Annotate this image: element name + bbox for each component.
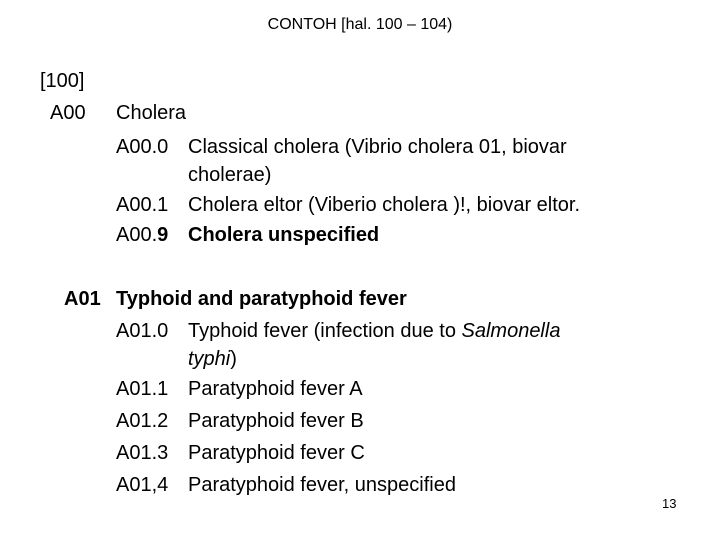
item-description: Paratyphoid fever, unspecified [188, 474, 456, 496]
item-code: A01.3 [116, 442, 169, 464]
item-description-italic: Salmonella [461, 320, 561, 342]
item-code: A00.0 [116, 136, 169, 158]
item-description-continued: cholerae) [188, 164, 272, 186]
item-description-text: Typhoid fever (infection due to [188, 320, 462, 342]
item-code-prefix: A00. [116, 224, 158, 246]
item-description: Paratyphoid fever C [188, 442, 365, 464]
item-description: Classical cholera (Vibrio cholera 01, biovar [188, 136, 567, 158]
section-code: A01 [64, 288, 101, 310]
item-description: Cholera eltor (Viberio cholera )!, biovar eltor. [188, 194, 581, 216]
item-description: Paratyphoid fever B [188, 410, 364, 432]
item-description-text: ) [230, 348, 237, 370]
item-description-continued [188, 344, 237, 374]
item-code-suffix: 9 [157, 224, 169, 246]
section-name: Cholera [116, 102, 187, 124]
item-description-italic: typhi [188, 348, 231, 370]
item-code: A01.2 [116, 410, 169, 432]
section-name: Typhoid and paratyphoid fever [116, 288, 407, 310]
page-reference: [100] [40, 70, 85, 92]
item-code [116, 220, 168, 250]
item-code: A00.1 [116, 194, 169, 216]
section-code: A00 [50, 102, 86, 124]
item-description: Paratyphoid fever A [188, 378, 363, 400]
item-description: Cholera unspecified [188, 224, 380, 246]
item-code: A01,4 [116, 474, 169, 496]
page-number: 13 [662, 496, 677, 511]
item-code: A01.0 [116, 320, 169, 342]
item-code: A01.1 [116, 378, 169, 400]
page-title: CONTOH [hal. 100 – 104) [267, 16, 453, 33]
item-description [188, 316, 560, 346]
